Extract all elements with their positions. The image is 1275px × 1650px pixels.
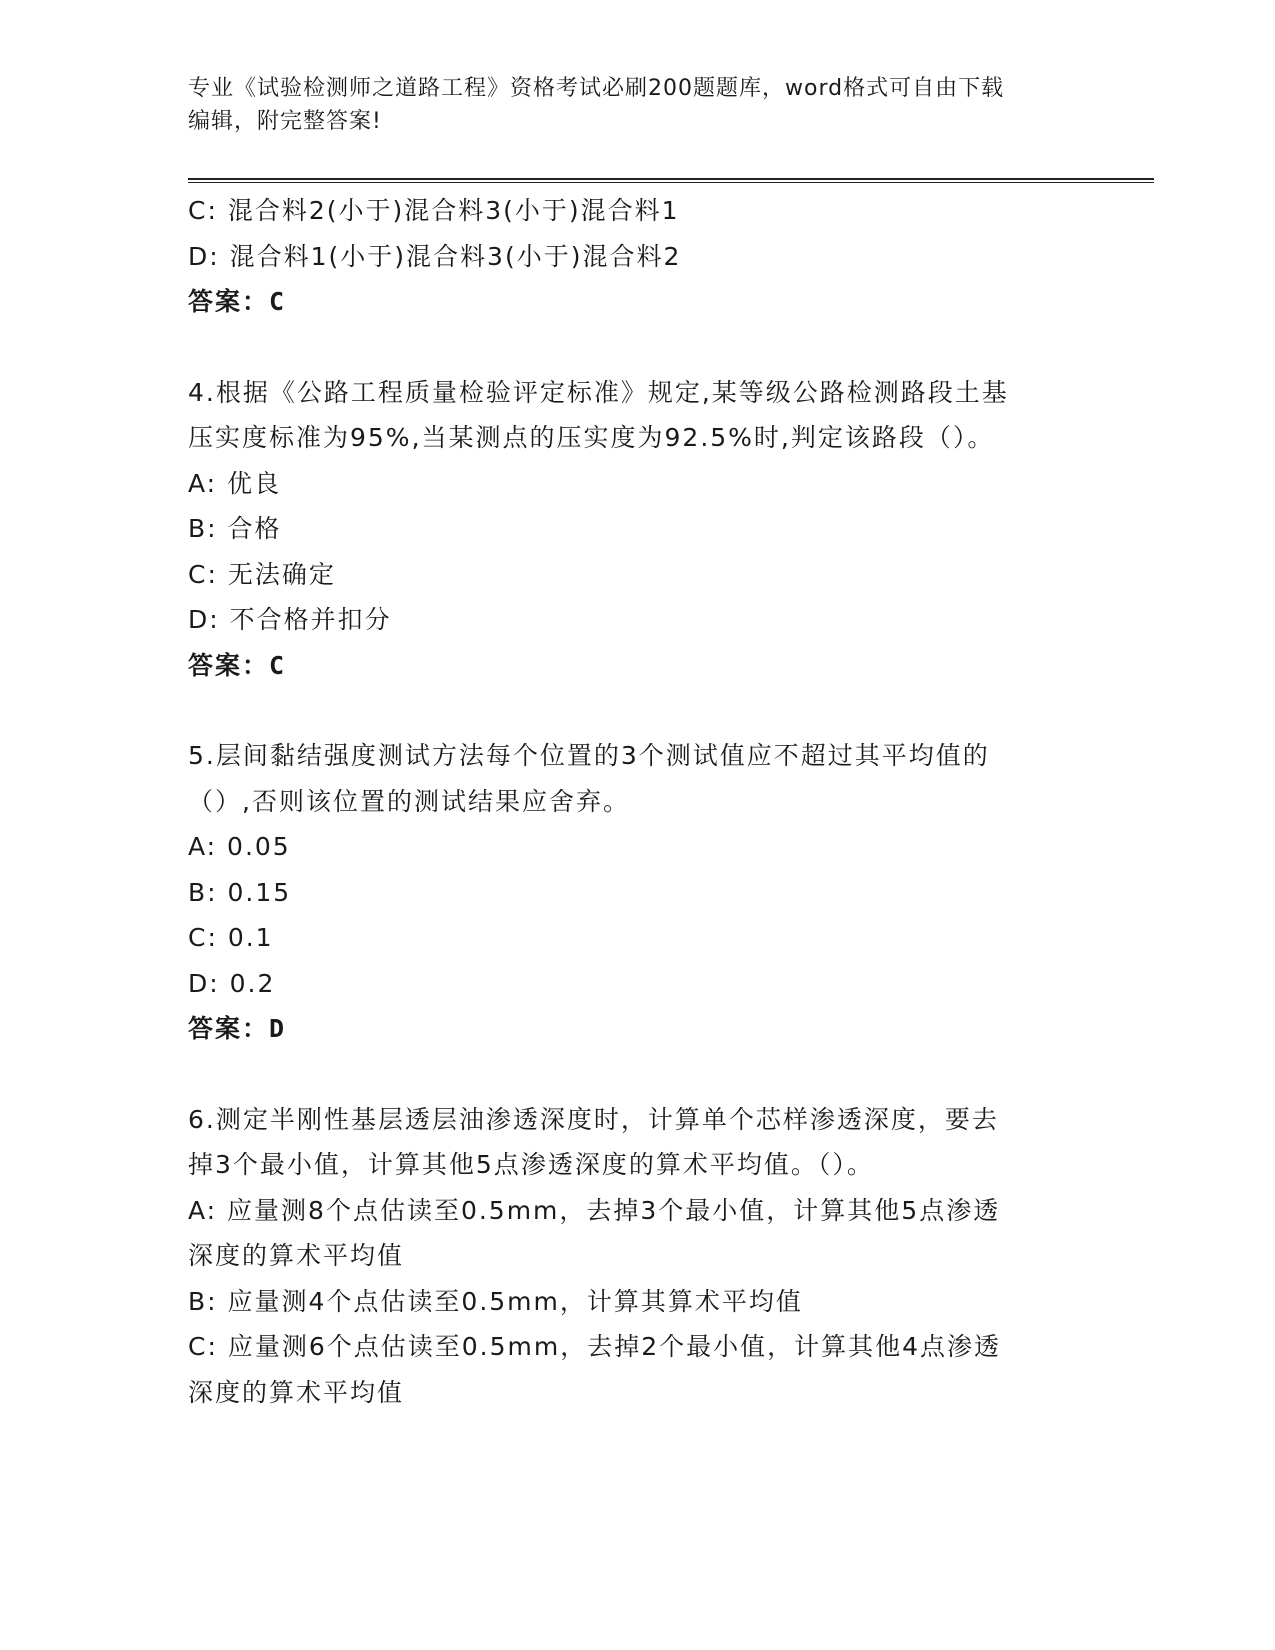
option-d: D: 不合格并扣分 [188, 605, 392, 634]
option-d: D: 0.2 [188, 968, 276, 998]
spacer [188, 1052, 1078, 1097]
answer-value: D [269, 1014, 287, 1043]
option-d: D: 混合料1(小于)混合料3(小于)混合料2 [188, 241, 682, 271]
spacer [188, 325, 1078, 370]
question-3-tail [188, 188, 1078, 325]
option-c: C: 无法确定 [188, 559, 336, 589]
question-5 [188, 733, 1078, 1052]
option-c: C: 混合料2(小于)混合料3(小于)混合料1 [188, 196, 680, 225]
option-b: B: 合格 [188, 514, 282, 543]
option-a: A: 0.05 [188, 832, 291, 861]
question-stem-cont: 掉3个最小值，计算其他5点渗透深度的算术平均值。（）。 [188, 1150, 874, 1179]
page-header [188, 72, 1068, 138]
spacer [188, 688, 1078, 733]
answer-label: 答案： [188, 287, 270, 316]
question-stem: 4.根据《公路工程质量检验评定标准》规定,某等级公路检测路段土基 [188, 377, 1009, 407]
header-title-line2: 编辑，附完整答案! [188, 109, 382, 134]
header-title-line1: 专业《试验检测师之道路工程》资格考试必刷200题题库，word格式可自由下载 [188, 76, 1005, 101]
answer-line [188, 279, 1078, 325]
question-stem-cont: 压实度标准为95%,当某测点的压实度为92.5%时,判定该路段（）。 [188, 423, 995, 452]
question-stem-cont: （）,否则该位置的测试结果应舍弃。 [188, 786, 630, 816]
question-6 [188, 1097, 1078, 1416]
option-b: B: 应量测4个点估读至0.5mm，计算其算术平均值 [188, 1286, 803, 1316]
option-c: C: 0.1 [188, 923, 274, 952]
option-a: A: 优良 [188, 468, 282, 498]
answer-line [188, 643, 1078, 689]
answer-value: C [269, 287, 287, 316]
option-c: C: 应量测6个点估读至0.5mm，去掉2个最小值，计算其他4点渗透 [188, 1332, 1002, 1361]
answer-line [188, 1006, 1078, 1052]
document-body [188, 188, 1078, 1415]
answer-value: C [269, 650, 287, 680]
question-4 [188, 370, 1078, 689]
header-divider [188, 178, 1154, 183]
option-c-cont: 深度的算术平均值 [188, 1377, 405, 1407]
option-a-cont: 深度的算术平均值 [188, 1241, 405, 1270]
option-a: A: 应量测8个点估读至0.5mm，去掉3个最小值，计算其他5点渗透 [188, 1195, 1001, 1225]
question-stem: 6.测定半刚性基层透层油渗透深度时，计算单个芯样渗透深度，要去 [188, 1104, 999, 1134]
answer-label: 答案： [188, 1014, 270, 1043]
answer-label: 答案： [188, 650, 270, 680]
option-b: B: 0.15 [188, 877, 292, 907]
question-stem: 5.层间黏结强度测试方法每个位置的3个测试值应不超过其平均值的 [188, 741, 990, 770]
